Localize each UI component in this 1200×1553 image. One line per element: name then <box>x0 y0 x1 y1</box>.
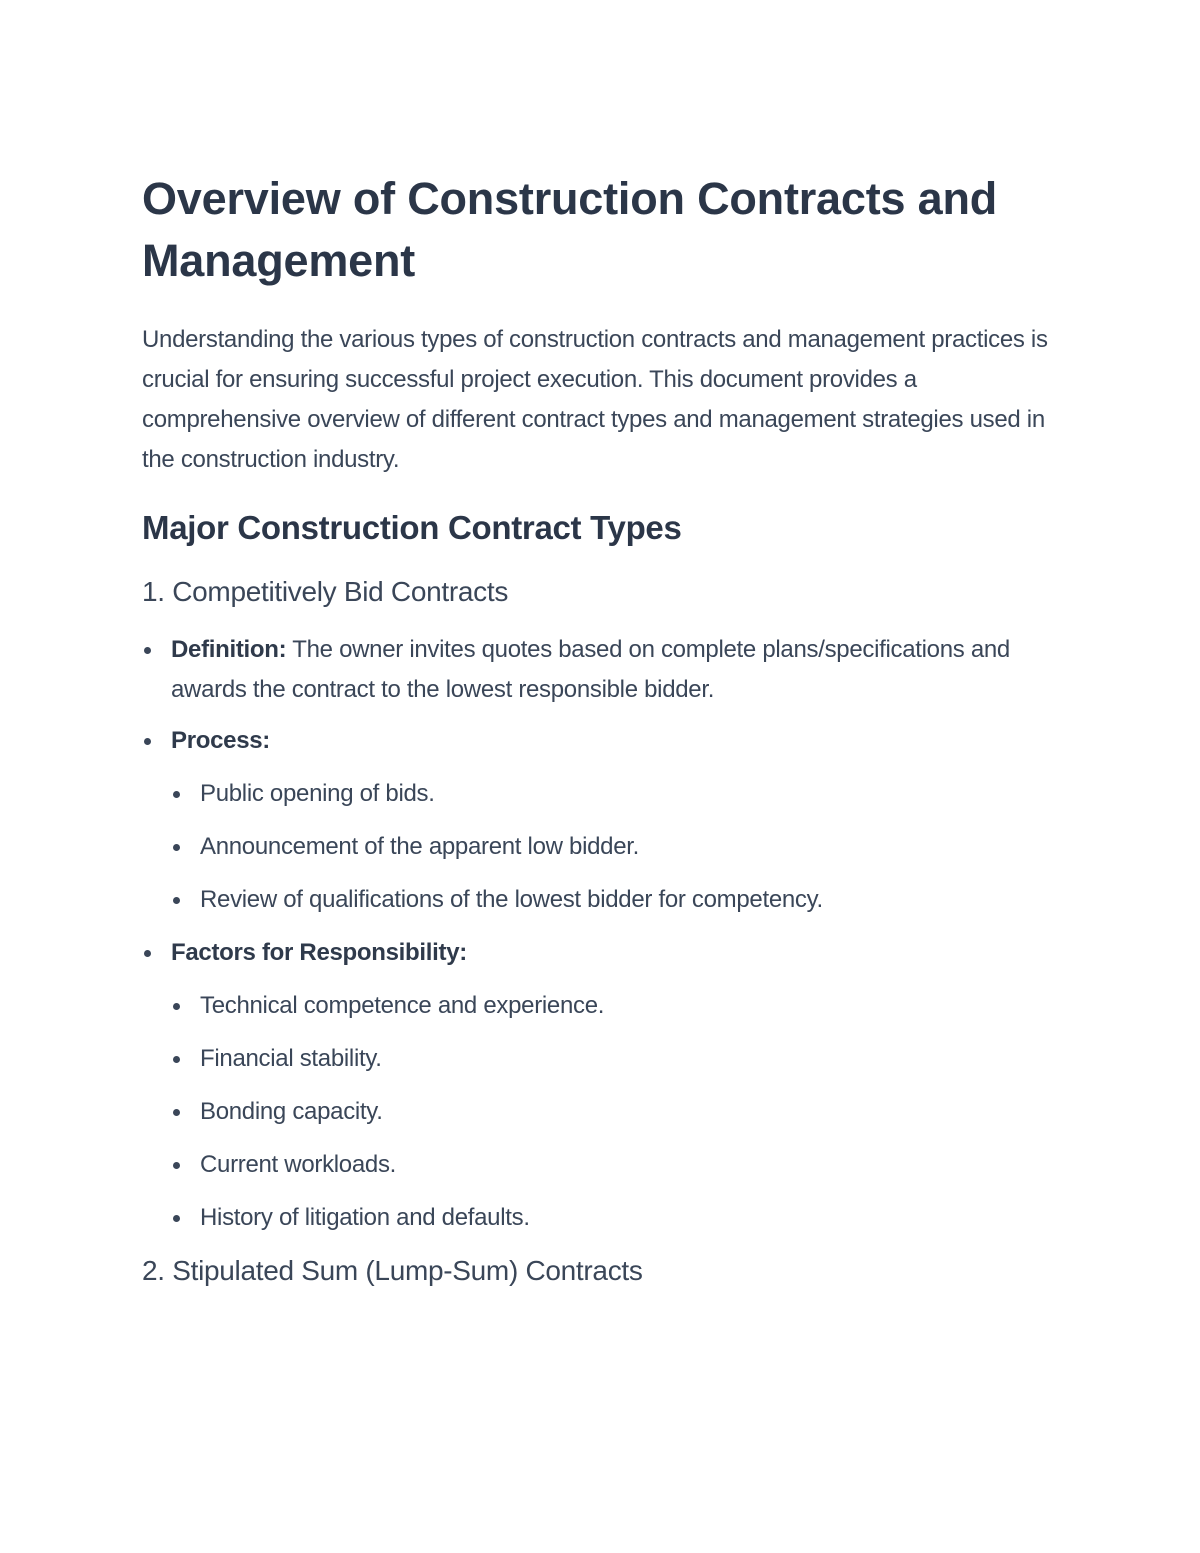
sub-list-item: Financial stability. <box>171 1039 1072 1079</box>
sub-list-item: Announcement of the apparent low bidder. <box>171 827 1072 867</box>
list-item-definition <box>142 630 1072 710</box>
subsection-heading-competitively-bid: 1. Competitively Bid Contracts <box>142 576 509 607</box>
list-item-factors <box>142 933 1072 1238</box>
term-factors-for-responsibility: Factors for Responsibility: <box>171 939 467 966</box>
sub-list-item: Review of qualifications of the lowest bidder for competency. <box>171 880 1072 920</box>
process-sub-list <box>171 774 1072 920</box>
list-item-process <box>142 721 1072 920</box>
sub-list-item: Public opening of bids. <box>171 774 1072 814</box>
document-title: Overview of Construction Contracts and Management <box>142 173 998 286</box>
document-page <box>142 168 1072 1291</box>
definition-text: The owner invites quotes based on complete plans/specifications and awards the contract to the lowest responsible bidder. <box>171 636 1010 703</box>
sub-list-item: Technical competence and experience. <box>171 986 1072 1026</box>
sub-list-item: Current workloads. <box>171 1145 1072 1185</box>
competitively-bid-list <box>142 630 1072 1238</box>
section-heading: Major Construction Contract Types <box>142 509 682 546</box>
subsection-heading-stipulated-sum: 2. Stipulated Sum (Lump-Sum) Contracts <box>142 1255 643 1286</box>
intro-paragraph: Understanding the various types of construction contracts and management practices is crucial for ensuring successful project execution. This document provides a comprehensive overview of different contract types and management strategies used in the construction industry. <box>142 326 1048 473</box>
sub-list-item: History of litigation and defaults. <box>171 1198 1072 1238</box>
sub-list-item: Bonding capacity. <box>171 1092 1072 1132</box>
term-definition: Definition: <box>171 636 287 663</box>
factors-sub-list <box>171 986 1072 1238</box>
term-process: Process: <box>171 727 270 754</box>
